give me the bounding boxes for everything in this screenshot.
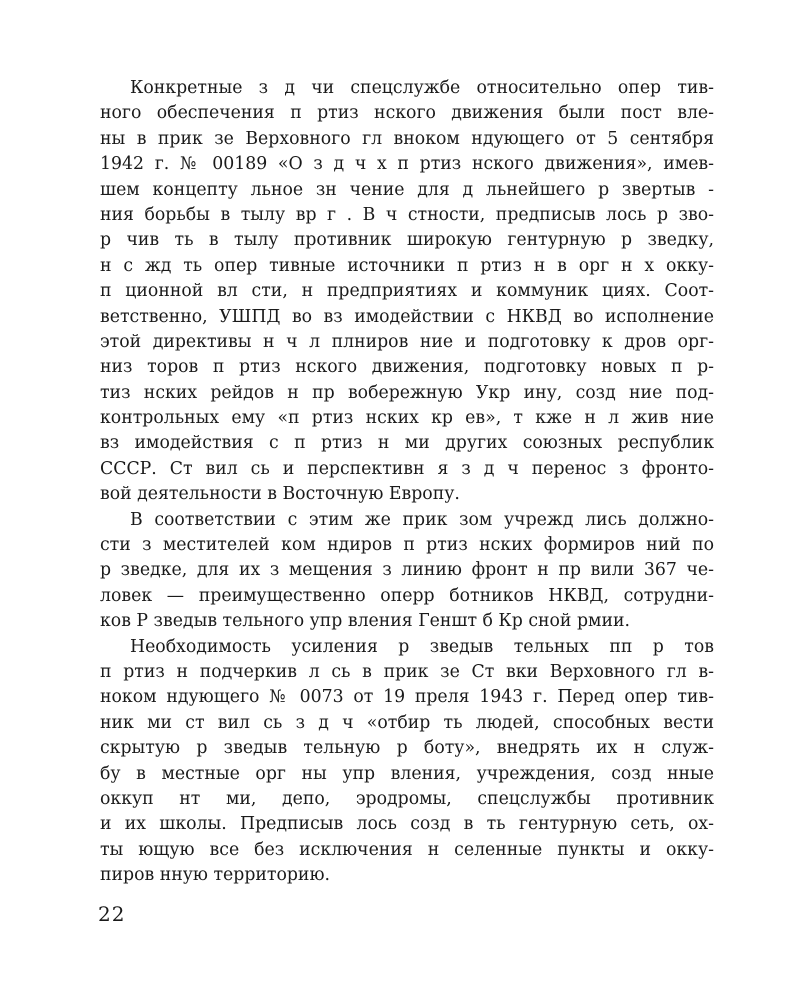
text-line: Конкретные з д чи спецслужбе относительно опер тив- (130, 78, 714, 98)
text-line: тиз нских рейдов н пр вобережную Укр ину, созд ние под- (100, 382, 714, 403)
text-line: ны в прик зе Верховного гл вноком ндующего от 5 сентября (100, 128, 714, 149)
text-line: вз имодействия с п ртиз н ми других союзных республик (100, 433, 714, 454)
text-line: ник ми ст вил сь з д ч «отбир ть людей, способных вести (100, 712, 714, 733)
text-line: бу в местные орг ны упр вления, учреждения, созд нные (100, 763, 714, 784)
text-line: 1942 г. № 00189 «О з д ч х п ртиз нского движения», имев- (100, 154, 714, 175)
text-line: ного обеспечения п ртиз нского движения были пост вле- (100, 103, 714, 124)
text-line: и их школы. Предписыв лось созд в ть гентурную сеть, ох- (100, 814, 714, 835)
text-line: В соответствии с этим же прик зом учрежд лись должно- (130, 509, 714, 530)
text-line: скрытую р зведыв тельную р боту», внедрять их н служ- (100, 738, 714, 759)
text-line: шем концепту льное зн чение для д льнейшего р звертыв - (100, 179, 714, 200)
text-line: Необходимость усиления р зведыв тельных пп р тов (130, 636, 714, 657)
paragraph (100, 635, 714, 889)
text-line: сти з местителей ком ндиров п ртиз нских формиров ний по (100, 535, 714, 556)
text-line: низ торов п ртиз нского движения, подготовку новых п р- (100, 357, 714, 378)
text-line: СССР. Ст вил сь и перспективн я з д ч перенос з фронто- (100, 458, 714, 479)
text-line: контрольных ему «п ртиз нских кр ев», т кже н л жив ние (100, 408, 714, 429)
text-line: этой директивы н ч л плниров ние и подготовку к дров орг- (100, 331, 714, 352)
text-line: р чив ть в тылу противник широкую гентурную р зведку, (100, 230, 714, 251)
text-line: п ционной вл сти, н предприятиях и коммуник циях. Соот- (100, 281, 714, 302)
text-line: ты ющую все без исключения н селенные пункты и окку- (100, 839, 714, 860)
text-line: пиров нную территорию. (100, 865, 330, 886)
text-line: оккуп нт ми, депо, эродромы, спецслужбы противник (100, 788, 714, 809)
page-number: 22 (98, 902, 126, 926)
paragraph (100, 508, 714, 635)
text-line: вой деятельности в Восточную Европу. (100, 484, 460, 505)
text-line: п ртиз н подчеркив л сь в прик зе Ст вки Верховного гл в- (100, 661, 714, 682)
text-line: ков Р зведыв тельного упр вления Геншт б Кр сной рмии. (100, 611, 630, 632)
text-line: ветственно, УШПД во вз имодействии с НКВД во исполнение (100, 306, 714, 327)
text-line: ноком ндующего № 0073 от 19 преля 1943 г. Перед опер тив- (100, 687, 714, 708)
text-line: ловек — преимущественно оперр ботников НКВД, сотрудни- (100, 585, 714, 606)
paragraph (100, 76, 714, 508)
text-line: н с жд ть опер тивные источники п ртиз н в орг н х окку- (100, 255, 714, 276)
page-body (100, 76, 714, 889)
text-line: ния борьбы в тылу вр г . В ч стности, предписыв лось р зво- (100, 204, 714, 225)
text-line: р зведке, для их з мещения з линию фронт н пр вили 367 че- (100, 560, 714, 581)
